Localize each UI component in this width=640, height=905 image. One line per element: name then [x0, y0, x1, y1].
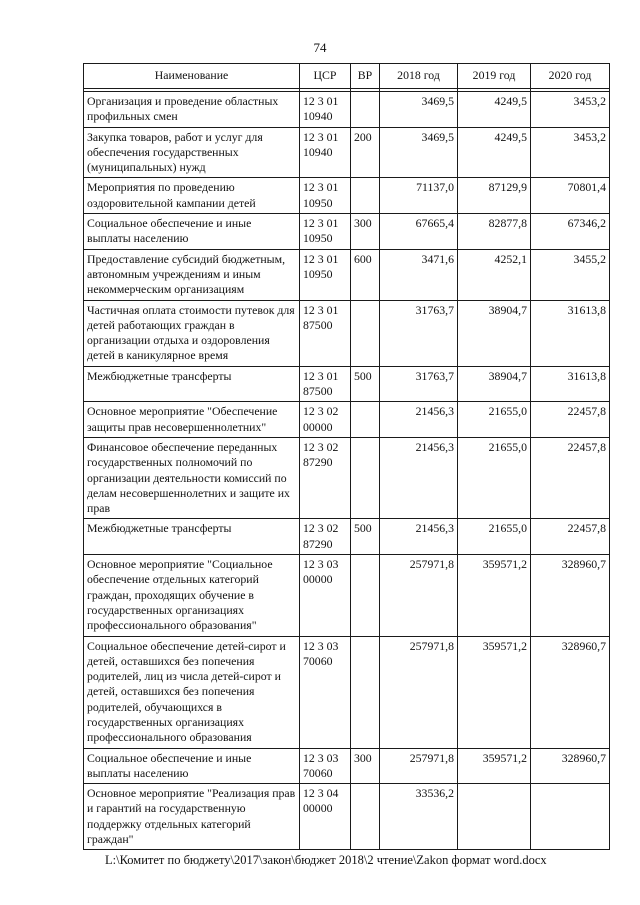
- page-number: 74: [313, 40, 327, 55]
- column-header-name: Наименование: [84, 64, 300, 89]
- cell-2019: 359571,2: [458, 748, 531, 784]
- table-row: [84, 300, 610, 366]
- cell-2018: 21456,3: [380, 437, 458, 518]
- cell-2018: 31763,7: [380, 366, 458, 402]
- cell-vr: 300: [351, 748, 380, 784]
- cell-vr: [351, 402, 380, 438]
- cell-2019: 4252,1: [458, 249, 531, 300]
- cell-vr: [351, 300, 380, 366]
- cell-2019: 21655,0: [458, 519, 531, 555]
- cell-name: Закупка товаров, работ и услуг для обеспечения государственных (муниципальных) нужд: [84, 127, 300, 178]
- cell-2018: 67665,4: [380, 214, 458, 250]
- cell-2018: 3469,5: [380, 92, 458, 128]
- column-header-2019: 2019 год: [458, 64, 531, 89]
- cell-name: Финансовое обеспечение переданных государственных полномочий по организации деятельности комиссий по делам несовершеннолетних и защите их прав: [84, 437, 300, 518]
- column-header-csr: ЦСР: [300, 64, 351, 89]
- cell-2019: 21655,0: [458, 402, 531, 438]
- table-row: [84, 249, 610, 300]
- cell-2020: 3455,2: [531, 249, 610, 300]
- cell-2020: 3453,2: [531, 92, 610, 128]
- cell-2018: 3469,5: [380, 127, 458, 178]
- cell-name: Предоставление субсидий бюджетным, автономным учреждениям и иным некоммерческим организациям: [84, 249, 300, 300]
- table-header-row: [84, 64, 610, 89]
- cell-2020: 22457,8: [531, 437, 610, 518]
- footer-file-path: L:\Комитет по бюджету\2017\закон\бюджет 2018\2 чтение\Zakon формат word.docx: [105, 853, 547, 867]
- cell-2019: 21655,0: [458, 437, 531, 518]
- cell-2018: 257971,8: [380, 748, 458, 784]
- table-row: [84, 127, 610, 178]
- cell-2018: 31763,7: [380, 300, 458, 366]
- cell-2019: 4249,5: [458, 92, 531, 128]
- cell-csr: 12 3 02 00000: [300, 402, 351, 438]
- column-header-vr: ВР: [351, 64, 380, 89]
- column-header-2018: 2018 год: [380, 64, 458, 89]
- cell-2019: [458, 784, 531, 850]
- cell-2020: 328960,7: [531, 555, 610, 636]
- cell-name: Основное мероприятие "Обеспечение защиты прав несовершеннолетних": [84, 402, 300, 438]
- cell-vr: 500: [351, 519, 380, 555]
- cell-2018: 257971,8: [380, 636, 458, 748]
- cell-2019: 87129,9: [458, 178, 531, 214]
- cell-name: Мероприятия по проведению оздоровительной кампании детей: [84, 178, 300, 214]
- cell-name: Социальное обеспечение и иные выплаты населению: [84, 748, 300, 784]
- cell-2018: 21456,3: [380, 402, 458, 438]
- cell-2018: 33536,2: [380, 784, 458, 850]
- cell-name: Основное мероприятие "Социальное обеспечение отдельных категорий граждан, проходящих обучение в государственных организациях профессионального образования": [84, 555, 300, 636]
- budget-table: [83, 63, 610, 850]
- cell-csr: 12 3 01 10940: [300, 127, 351, 178]
- cell-csr: 12 3 02 87290: [300, 437, 351, 518]
- cell-2018: 3471,6: [380, 249, 458, 300]
- cell-vr: [351, 92, 380, 128]
- cell-2018: 71137,0: [380, 178, 458, 214]
- cell-csr: 12 3 02 87290: [300, 519, 351, 555]
- cell-2020: [531, 784, 610, 850]
- cell-2019: 4249,5: [458, 127, 531, 178]
- cell-vr: 600: [351, 249, 380, 300]
- cell-name: Частичная оплата стоимости путевок для детей работающих граждан в организации отдыха и оздоровления детей в каникулярное время: [84, 300, 300, 366]
- cell-csr: 12 3 03 70060: [300, 748, 351, 784]
- table-row: [84, 402, 610, 438]
- cell-csr: 12 3 01 10940: [300, 92, 351, 128]
- cell-2019: 38904,7: [458, 300, 531, 366]
- cell-2020: 328960,7: [531, 636, 610, 748]
- cell-vr: [351, 437, 380, 518]
- cell-2018: 21456,3: [380, 519, 458, 555]
- table-row: [84, 92, 610, 128]
- cell-2020: 22457,8: [531, 402, 610, 438]
- cell-2019: 82877,8: [458, 214, 531, 250]
- cell-vr: [351, 784, 380, 850]
- cell-csr: 12 3 01 10950: [300, 214, 351, 250]
- cell-name: Межбюджетные трансферты: [84, 366, 300, 402]
- cell-name: Основное мероприятие "Реализация прав и гарантий на государственную поддержку отдельных категорий граждан": [84, 784, 300, 850]
- cell-csr: 12 3 03 00000: [300, 555, 351, 636]
- cell-vr: [351, 636, 380, 748]
- cell-vr: 200: [351, 127, 380, 178]
- cell-2020: 22457,8: [531, 519, 610, 555]
- cell-csr: 12 3 04 00000: [300, 784, 351, 850]
- table-row: [84, 214, 610, 250]
- table-row: [84, 784, 610, 850]
- table-row: [84, 437, 610, 518]
- table-row: [84, 555, 610, 636]
- table-body: [84, 89, 610, 850]
- cell-name: Социальное обеспечение и иные выплаты населению: [84, 214, 300, 250]
- cell-2020: 31613,8: [531, 366, 610, 402]
- cell-2020: 31613,8: [531, 300, 610, 366]
- cell-csr: 12 3 01 87500: [300, 300, 351, 366]
- table-row: [84, 748, 610, 784]
- cell-2019: 359571,2: [458, 555, 531, 636]
- cell-csr: 12 3 01 10950: [300, 178, 351, 214]
- cell-vr: 300: [351, 214, 380, 250]
- cell-name: Социальное обеспечение детей-сирот и детей, оставшихся без попечения родителей, лиц из числа детей-сирот и детей, оставшихся без попечения родителей, обучающихся в государственных организациях профессионального образования: [84, 636, 300, 748]
- cell-2019: 38904,7: [458, 366, 531, 402]
- cell-name: Межбюджетные трансферты: [84, 519, 300, 555]
- column-header-2020: 2020 год: [531, 64, 610, 89]
- cell-csr: 12 3 03 70060: [300, 636, 351, 748]
- cell-2020: 3453,2: [531, 127, 610, 178]
- cell-vr: 500: [351, 366, 380, 402]
- cell-vr: [351, 178, 380, 214]
- cell-2020: 328960,7: [531, 748, 610, 784]
- table-row: [84, 178, 610, 214]
- table-row: [84, 636, 610, 748]
- cell-2019: 359571,2: [458, 636, 531, 748]
- cell-csr: 12 3 01 10950: [300, 249, 351, 300]
- cell-2018: 257971,8: [380, 555, 458, 636]
- table-row: [84, 519, 610, 555]
- cell-vr: [351, 555, 380, 636]
- table-row: [84, 366, 610, 402]
- cell-2020: 67346,2: [531, 214, 610, 250]
- cell-name: Организация и проведение областных профильных смен: [84, 92, 300, 128]
- cell-csr: 12 3 01 87500: [300, 366, 351, 402]
- cell-2020: 70801,4: [531, 178, 610, 214]
